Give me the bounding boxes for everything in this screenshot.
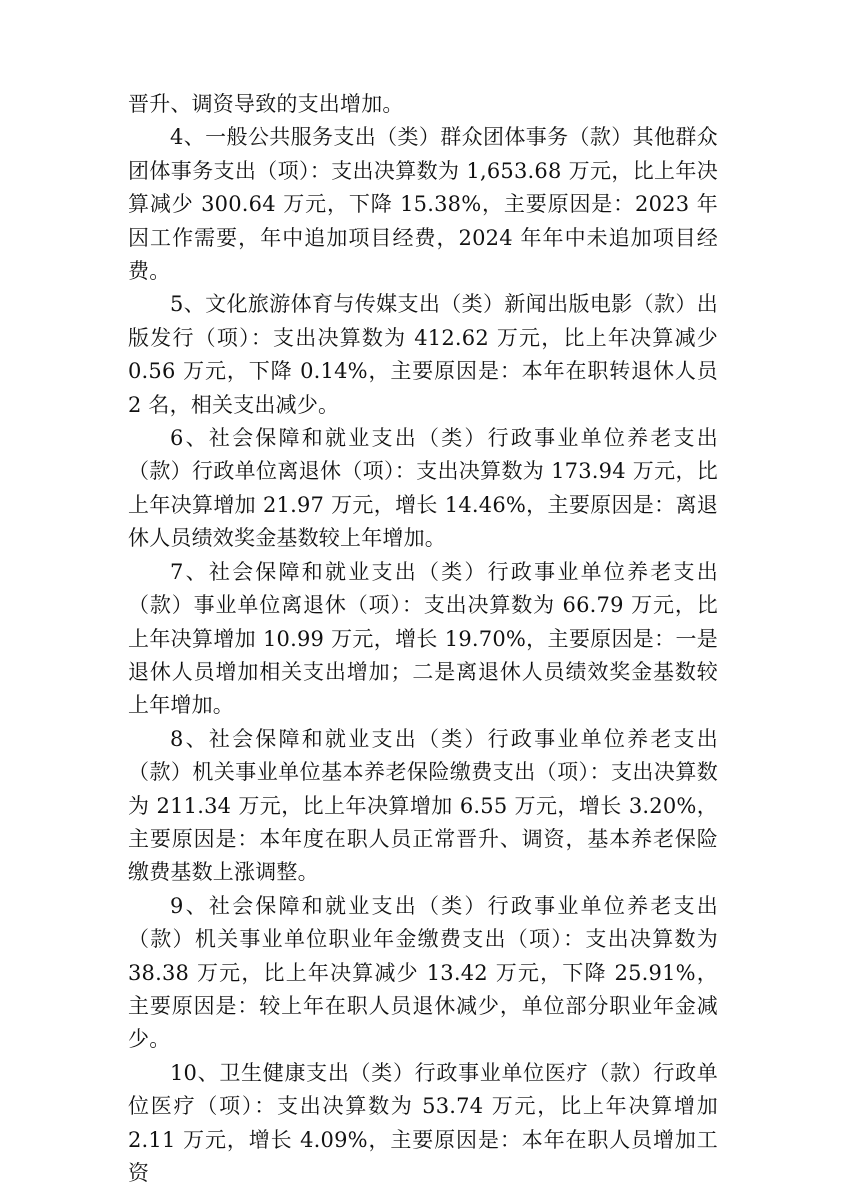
paragraph-continuation: 晋升、调资导致的支出增加。 — [128, 92, 404, 116]
paragraph-item-7: 7、社会保障和就业支出（类）行政事业单位养老支出（款）事业单位离退休（项）：支出决算数为 66.79 万元，比上年决算增加 10.99 万元，增长 19.70%，主要原因是：一是退休人员增加相关支出增加；二是离退休人员绩效奖金基数较上年增加。 — [128, 559, 718, 718]
paragraph-item-4: 4、一般公共服务支出（类）群众团体事务（款）其他群众团体事务支出（项）：支出决算数为 1,653.68 万元，比上年决算减少 300.64 万元，下降 15.38%，主要原因是：2023 年因工作需要，年中追加项目经费，2024 年年中未追加项目经费。 — [128, 125, 718, 284]
paragraph-item-6: 6、社会保障和就业支出（类）行政事业单位养老支出（款）行政单位离退休（项）：支出决算数为 173.94 万元，比上年决算增加 21.97 万元，增长 14.46%，主要原因是：离退休人员绩效奖金基数较上年增加。 — [128, 426, 718, 551]
document-body — [128, 88, 718, 1190]
paragraph-item-8: 8、社会保障和就业支出（类）行政事业单位养老支出（款）机关事业单位基本养老保险缴费支出（项）：支出决算数为 211.34 万元，比上年决算增加 6.55 万元，增长 3.20%，主要原因是：本年度在职人员正常晋升、调资，基本养老保险缴费基数上涨调整。 — [128, 726, 718, 885]
paragraph-item-5: 5、文化旅游体育与传媒支出（类）新闻出版电影（款）出版发行（项）：支出决算数为 412.62 万元，比上年决算减少 0.56 万元，下降 0.14%，主要原因是：本年在职转退休人员 2 名，相关支出减少。 — [128, 292, 718, 417]
paragraph-item-9: 9、社会保障和就业支出（类）行政事业单位养老支出（款）机关事业单位职业年金缴费支出（项）：支出决算数为 38.38 万元，比上年决算减少 13.42 万元，下降 25.91%，主要原因是：较上年在职人员退休减少，单位部分职业年金减少。 — [128, 893, 718, 1052]
paragraph-item-10: 10、卫生健康支出（类）行政事业单位医疗（款）行政单位医疗（项）：支出决算数为 53.74 万元，比上年决算增加 2.11 万元，增长 4.09%，主要原因是：本年在职人员增加工资 — [128, 1060, 718, 1185]
